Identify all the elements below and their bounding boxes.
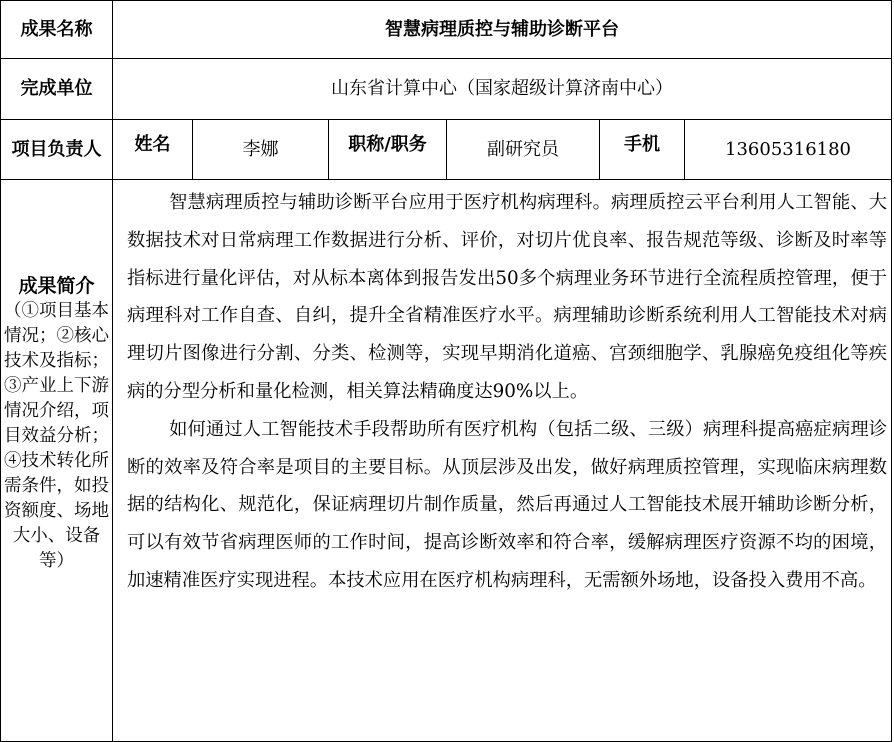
achievement-name-label: 成果名称 [1,1,113,59]
row-project-leader [1,120,892,180]
job-title-label: 职称/职务 [329,120,447,180]
name-label: 姓名 [113,120,193,180]
completing-unit-value: 山东省计算中心（国家超级计算济南中心） [113,59,892,120]
row-completing-unit [1,59,892,120]
project-leader-label: 项目负责人 [1,120,113,180]
introduction-heading: 成果简介 [18,275,95,297]
phone-value: 13605316180 [685,120,892,180]
introduction-body [113,180,892,742]
row-achievement-name [1,1,892,59]
introduction-paragraph: 如何通过人工智能技术手段帮助所有医疗机构（包括二级、三级）病理科提高癌症病理诊断的效率及符合率是项目的主要目标。从顶层涉及出发，做好病理质控管理，实现临床病理数据的结构化、规范化，保证病理切片制作质量，然后再通过人工智能技术展开辅助诊断分析，可以有效节省病理医师的工作时间，提高诊断效率和符合率，缓解病理医疗资源不均的困境，加速精准医疗实现进程。本技术应用在医疗机构病理科，无需额外场地，设备投入费用不高。 [127,418,888,591]
completing-unit-label: 完成单位 [1,59,113,120]
achievement-name-value: 智慧病理质控与辅助诊断平台 [113,1,892,59]
introduction-paragraph: 智慧病理质控与辅助诊断平台应用于医疗机构病理科。病理质控云平台利用人工智能、大数据技术对日常病理工作数据进行分析、评价，对切片优良率、报告规范等级、诊断及时率等指标进行量化评估，对从标本离体到报告发出50多个病理业务环节进行全流程质控管理，便于病理科对工作自查、自纠，提升全省精准医疗水平。病理辅助诊断系统利用人工智能技术对病理切片图像进行分割、分类、检测等，实现早期消化道癌、宫颈细胞学、乳腺癌免疫组化等疾病的分型分析和量化检测，相关算法精确度达90%以上。 [127,192,888,402]
phone-label: 手机 [600,120,685,180]
introduction-label-cell [1,180,113,742]
name-value: 李娜 [193,120,329,180]
job-title-value: 副研究员 [447,120,600,180]
introduction-instructions: （①项目基本情况；②核心技术及指标；③产业上下游情况介绍，项目效益分析；④技术转化所需条件，如投资额度、场地大小、设备等） [4,301,109,571]
row-introduction [1,180,892,742]
